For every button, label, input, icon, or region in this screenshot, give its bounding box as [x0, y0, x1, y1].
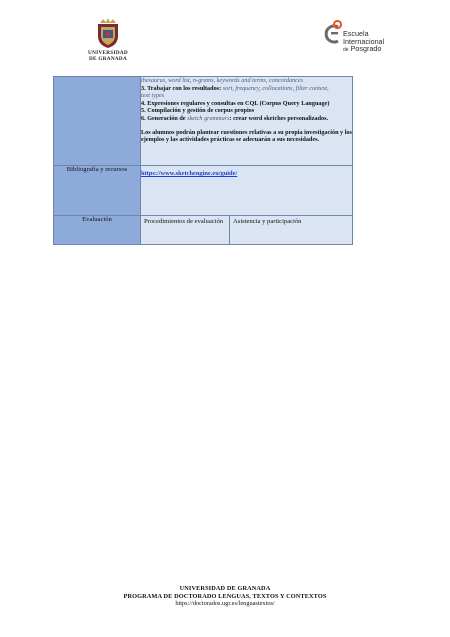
eval-body — [141, 216, 353, 245]
content-line-6-bold2: : crear word sketches personalizados. — [229, 114, 329, 122]
biblio-row — [54, 166, 353, 216]
ugr-logo-text-2: DE GRANADA — [88, 56, 127, 62]
eip-text-3-small: de — [343, 47, 349, 54]
biblio-body — [141, 166, 353, 216]
eip-text-3 — [343, 45, 384, 55]
content-line-2 — [141, 85, 352, 93]
content-note: Los alumnos podrán plantear cuestiones relativas a su propia investigación y los ejemplos y las actividades prácticas se adecuarán a sus necesidades. — [141, 128, 352, 144]
eip-logo — [322, 19, 402, 59]
content-line-2-italic: sort, frequency, collocations, filter context, — [222, 84, 329, 92]
content-row-label — [54, 77, 141, 166]
content-line-1 — [141, 77, 352, 85]
content-line-3-italic: text types — [141, 92, 165, 100]
eip-text-3-main: Posgrado — [350, 44, 382, 54]
eip-mark-icon — [322, 19, 344, 49]
content-line-3 — [141, 92, 352, 100]
footer-university: UNIVERSIDAD DE GRANADA — [179, 585, 271, 592]
sketchengine-guide-link[interactable]: https://www.sketchengine.eu/guide/ — [141, 170, 238, 177]
eval-row — [54, 216, 353, 245]
content-line-5 — [141, 107, 352, 115]
eip-logo-text — [343, 30, 384, 55]
footer-url[interactable]: https://doctorados.ugr.es/lenguastextos/ — [175, 600, 275, 608]
content-line-2-bold: 3. Trabajar con los resultados: — [141, 84, 223, 92]
procedures-label: Procedimientos de evaluación — [141, 216, 230, 244]
eip-text-2: Internacional — [343, 36, 385, 46]
eval-label: Evaluación — [54, 216, 141, 245]
eip-text-1: Escuela — [343, 29, 369, 38]
ugr-crest-icon — [94, 18, 122, 50]
content-line-6-italic: sketch grammars — [187, 114, 230, 122]
biblio-label: Bibliografía y recursos — [54, 166, 141, 216]
content-line-4 — [141, 100, 352, 108]
ugr-logo — [78, 18, 138, 66]
procedures-value: Asistencia y participación — [230, 216, 353, 244]
page-footer — [0, 585, 450, 608]
ugr-logo-text-1: UNIVERSIDAD — [88, 50, 128, 56]
content-line-6-bold: 6. Generación de — [141, 114, 188, 122]
content-line-4-bold: 4. Expresiones regulares y consultas en CQL (Corpus Query Language) — [141, 99, 330, 107]
content-row — [54, 77, 353, 166]
course-info-table — [53, 76, 353, 245]
footer-program: PROGRAMA DE DOCTORADO LENGUAS, TEXTOS Y CONTEXTOS — [123, 592, 327, 600]
content-line-6 — [141, 115, 352, 123]
content-line-1-italic: thesaurus, word list, n-grams, keywords and terms, concordances — [141, 77, 304, 84]
content-line-5-bold: 5. Compilación y gestión de corpus propios — [141, 107, 255, 115]
eval-subtable — [141, 216, 352, 244]
content-row-body — [141, 77, 353, 166]
